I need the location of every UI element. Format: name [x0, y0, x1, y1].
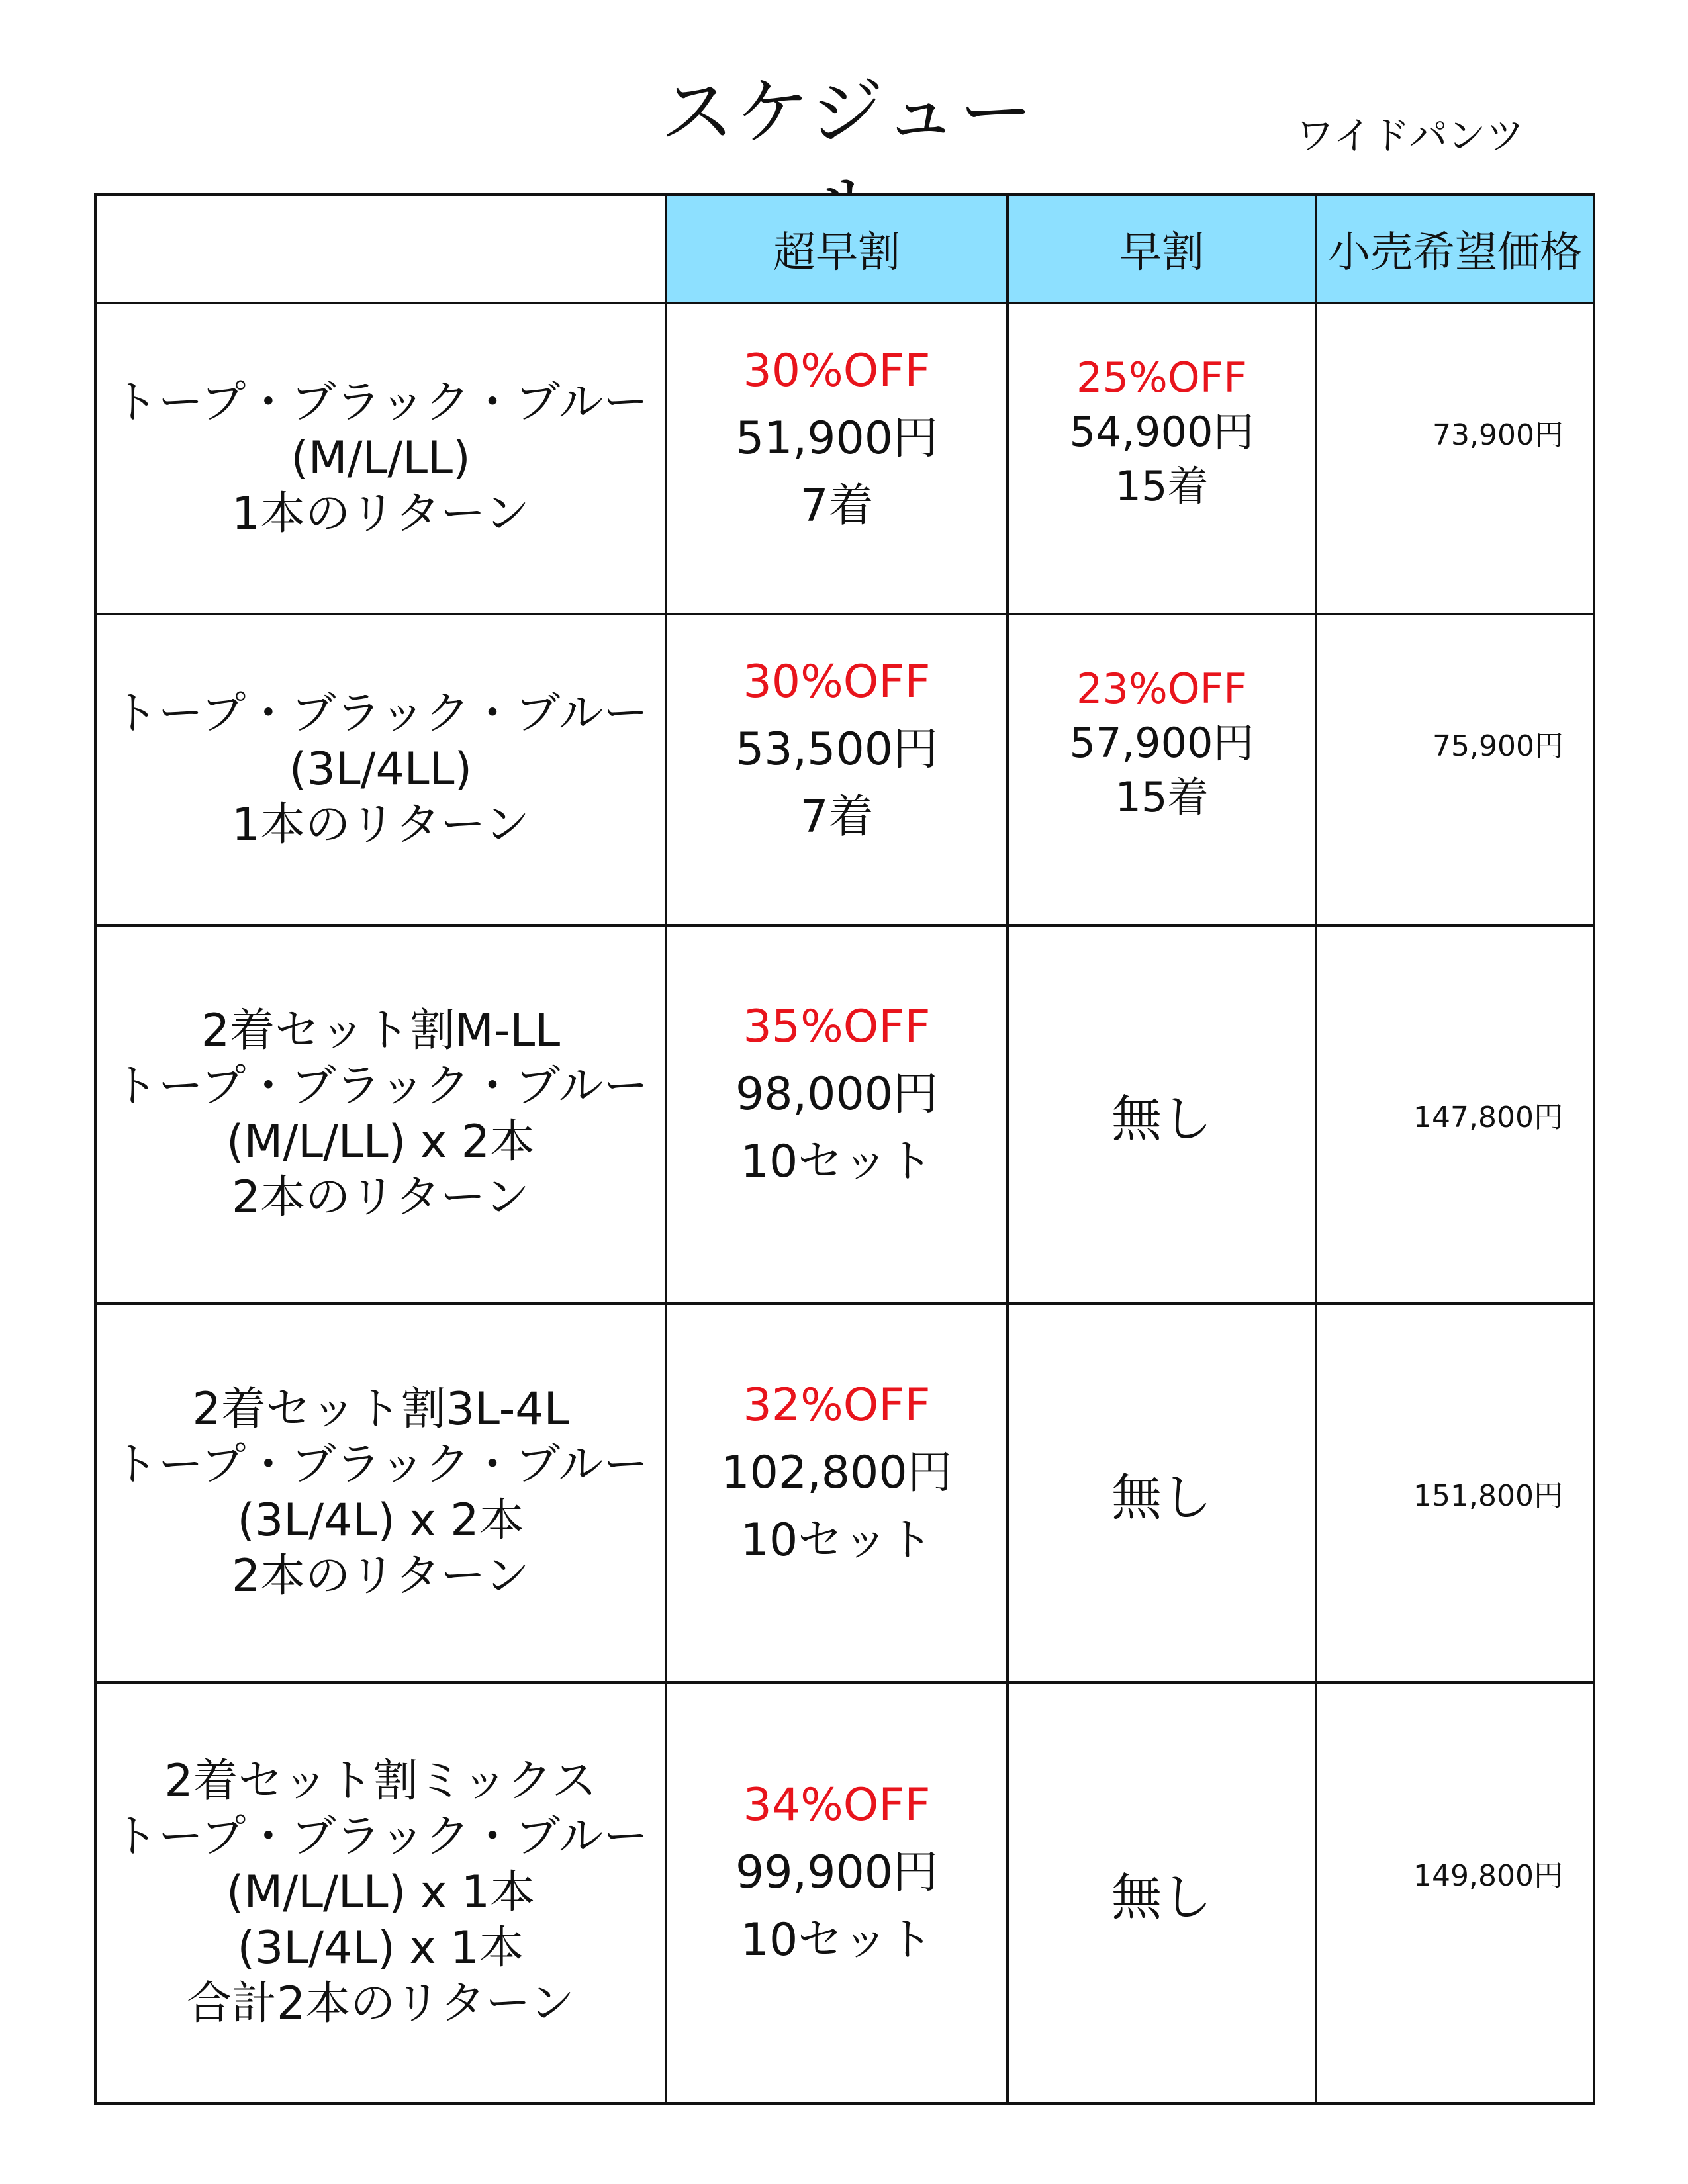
price: 99,900円: [735, 1846, 938, 1899]
table-row: [95, 614, 1594, 925]
quantity-limit: 15着: [1115, 773, 1209, 821]
header-cell-retail: 小売希望価格: [1316, 195, 1594, 303]
quantity-limit: 10セット: [740, 1914, 933, 1966]
super-early-cell: [666, 303, 1008, 614]
header-cell-item: [95, 195, 666, 303]
early-none-cell: 無し: [1008, 1304, 1316, 1682]
schedule-table: [94, 193, 1595, 2105]
price: 102,800円: [721, 1447, 953, 1499]
super-early-cell: [666, 1304, 1008, 1682]
item-description: 2着セット割M-LL トープ・ブラック・ブルー (M/L/LL) x 2本 2本のリターン: [95, 925, 666, 1304]
header-cell-early: 早割: [1008, 195, 1316, 303]
retail-price: 151,800円: [1413, 1479, 1563, 1513]
discount-rate: 30%OFF: [743, 345, 931, 397]
price: 54,900円: [1069, 408, 1254, 456]
table-row: [95, 925, 1594, 1304]
item-description: 2着セット割3L-4L トープ・ブラック・ブルー (3L/4L) x 2本 2本のリターン: [95, 1304, 666, 1682]
retail-price-cell: [1316, 1304, 1594, 1682]
early-none-cell: 無し: [1008, 1682, 1316, 2103]
quantity-limit: 10セット: [740, 1514, 933, 1567]
table-row: [95, 1682, 1594, 2103]
price: 51,900円: [735, 412, 938, 465]
super-early-cell: [666, 925, 1008, 1304]
early-cell: [1008, 303, 1316, 614]
page-title: スケジュー: [660, 69, 1035, 156]
early-none-cell: 無し: [1008, 925, 1316, 1304]
table-row: [95, 1304, 1594, 1682]
discount-rate: 25%OFF: [1076, 353, 1247, 402]
quantity-limit: 7着: [800, 791, 874, 843]
table-header-row: [95, 195, 1594, 303]
super-early-cell: [666, 1682, 1008, 2103]
item-description: トープ・ブラック・ブルー (M/L/LL) 1本のリターン: [95, 303, 666, 614]
retail-price-cell: [1316, 614, 1594, 925]
table-row: [95, 303, 1594, 614]
retail-price: 147,800円: [1413, 1101, 1563, 1134]
discount-rate: 30%OFF: [743, 656, 931, 708]
quantity-limit: 7着: [800, 480, 874, 532]
page-subtitle: ワイドパンツ: [1295, 113, 1524, 158]
retail-price: 73,900円: [1432, 418, 1564, 452]
discount-rate: 35%OFF: [743, 1001, 931, 1053]
retail-price: 149,800円: [1413, 1859, 1563, 1893]
item-description: トープ・ブラック・ブルー (3L/4LL) 1本のリターン: [95, 614, 666, 925]
discount-rate: 34%OFF: [743, 1779, 931, 1831]
item-description: 2着セット割ミックス トープ・ブラック・ブルー (M/L/LL) x 1本 (3L/4L) x 1本 合計2本のリターン: [95, 1682, 666, 2103]
price: 53,500円: [735, 723, 938, 776]
retail-price-cell: [1316, 1682, 1594, 2103]
retail-price: 75,900円: [1432, 729, 1564, 763]
discount-rate: 23%OFF: [1076, 664, 1247, 713]
quantity-limit: 10セット: [740, 1136, 933, 1188]
header-cell-super-early: 超早割: [666, 195, 1008, 303]
super-early-cell: [666, 614, 1008, 925]
retail-price-cell: [1316, 925, 1594, 1304]
price: 98,000円: [735, 1068, 938, 1120]
discount-rate: 32%OFF: [743, 1379, 931, 1432]
price: 57,900円: [1069, 719, 1254, 767]
retail-price-cell: [1316, 303, 1594, 614]
quantity-limit: 15着: [1115, 462, 1209, 510]
early-cell: [1008, 614, 1316, 925]
